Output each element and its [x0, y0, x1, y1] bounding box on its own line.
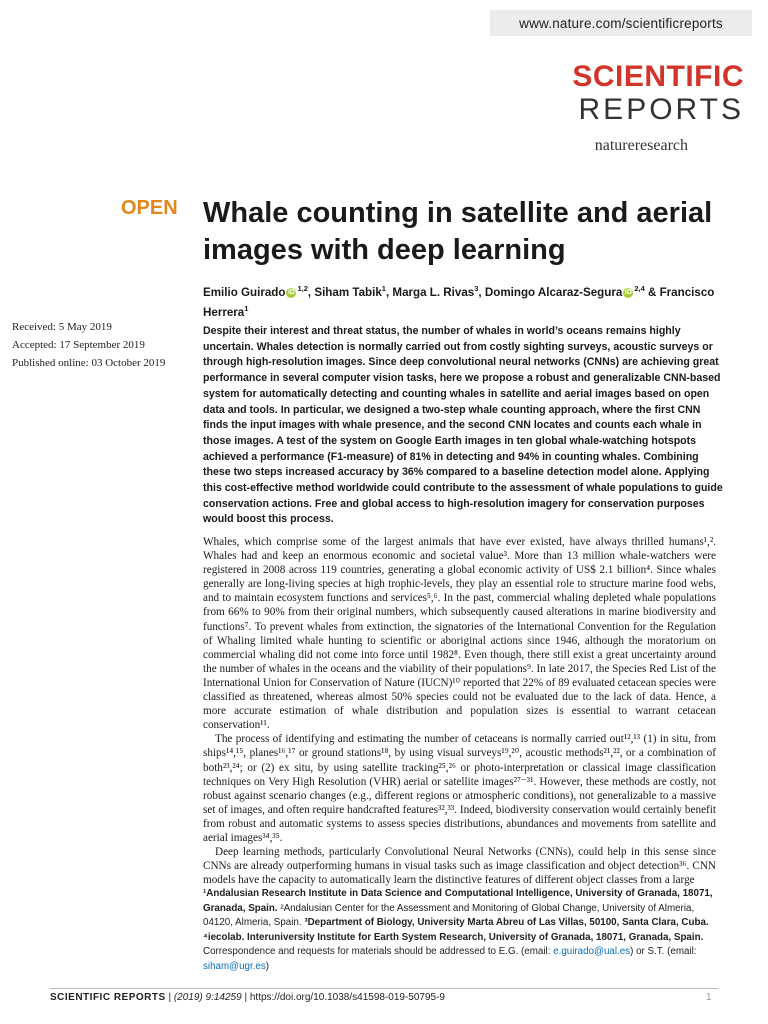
author-affiliation-ref: 1,2 [297, 284, 308, 293]
affiliation-1: ¹Andalusian Research Institute in Data Science and Computational Intelligence, University of Granada, 18071, Granada, Spain. [203, 888, 713, 914]
email-link-guirado[interactable]: e.guirado@ual.es [553, 946, 631, 958]
journal-url-bar [490, 10, 752, 36]
orcid-icon[interactable]: iD [624, 288, 632, 296]
open-access-label: OPEN [121, 197, 178, 219]
author-name: Siham Tabik [314, 285, 382, 299]
author-separator: & [644, 285, 660, 299]
page-footer [50, 992, 445, 1003]
journal-url[interactable]: www.nature.com/scientificreports [519, 15, 723, 31]
article-dates [12, 318, 192, 372]
footer-separator: | [165, 992, 174, 1003]
correspondence-text: Correspondence and requests for materials should be addressed to E.G. (email: [203, 946, 554, 958]
author-affiliation-ref: 3 [474, 284, 479, 293]
footer-citation: (2019) 9:14259 [173, 992, 242, 1003]
publisher-logo-nature: nature [594, 137, 635, 154]
footer-doi-link[interactable]: https://doi.org/10.1038/s41598-019-50795-9 [249, 992, 445, 1003]
author-separator: , [307, 285, 315, 299]
author-name: Emilio Guirado [203, 285, 286, 299]
author-name: Marga L. Rivas [392, 285, 475, 299]
body-paragraph: Deep learning methods, particularly Convolutional Neural Networks (CNNs), could help in this sense since CNNs are already outperforming humans in visual tasks such as image classification and object detection³⁶. CNN models have the capacity to automatically learn the distinctive features of different object classes from a large [203, 846, 716, 887]
date-received: Received: 5 May 2019 [12, 321, 112, 333]
body-paragraph: Whales, which comprise some of the largest animals that have ever existed, have always thrilled humans¹,². Whales had and keep an enormous economic and societal value³. More than 13 million whale-watchers were registered in 2008 across 119 countries, generating a global economic activity of US$ 2.1 billion⁴. Since whales generally are long-living species at high trophic-levels, they play an essential role to structure marine food webs, and to maintain ecosystem functions and services⁵,⁶. In the past, commercial whaling depleted whale populations from 66% to 90% from their original numbers, which subsequently caused alterations in marine biodiversity and functions⁷. To prevent whales from extinction, the signatories of the International Convention for the Regulation of Whaling limited whale hunting to scientific or aboriginal actions since 1946, although the moratorium on commercial whaling did not come into force until 1982⁸. Even though, there still exist a great uncertainty around the number of whales in the oceans and the viability of their populations⁹. In late 2017, the Species Red List of the International Union for Conservation of Nature (IUCN)¹⁰ reported that 22% of 89 evaluated cetacean species were classified as threatened, whereas almost 50% species could not be evaluated due to the lack of data. Hence, a more accurate estimation of whale distribution and population sizes is essential to warrant cetacean conservation¹¹. [203, 536, 716, 732]
publisher-logo [595, 137, 688, 155]
abstract: Despite their interest and threat status, the number of whales in world’s oceans remains highly uncertain. Whales detection is normally carried out from costly sighting surveys, acoustic surveys or through high-resolution images. Since deep convolutional neural networks (CNNs) are achieving great performance in several computer vision tasks, here we propose a robust and generalizable CNN-based system for automatically detecting and counting whales in satellite and aerial images based on open data and tools. In particular, we designed a two-step whale counting approach, where the first CNN finds the input images with whale presence, and the second CNN locates and counts each whale in those images. A test of the system on Google Earth images in ten global whale-watching hotspots achieved a performance (F1-measure) of 81% in detecting and 94% in counting whales. Combining these two steps increased accuracy by 36% compared to a baseline detection model alone. Applying this cost-effective method worldwide could contribute to the assessment of whale populations to guide conservation actions. Free and global access to high-resolution imagery for conservation purposes would boost this process. [203, 325, 723, 526]
author-list [203, 281, 723, 321]
author-separator: , [478, 285, 485, 299]
page-number: 1 [706, 992, 712, 1003]
affiliations [203, 887, 723, 975]
body-text [203, 535, 716, 887]
correspondence-text: ) [265, 960, 270, 972]
affiliation-3: ³Department of Biology, University Marta Abreu of Las Villas, 50100, Santa Clara, Cuba. [304, 917, 709, 929]
footer-journal-name: SCIENTIFIC REPORTS [50, 992, 166, 1003]
body-paragraph: The process of identifying and estimating the number of cetaceans is normally carried out¹²,¹³ (1) in situ, from ships¹⁴,¹⁵, planes¹⁶,¹⁷ or ground stations¹⁸, by using visual surveys¹⁹,²⁰, acoustic methods²¹,²², or a combination of both²³,²⁴; or (2) ex situ, by using satellite tracking²⁵,²⁶ or photo-interpretation or classical image classification techniques on Very High Resolution (VHR) aerial or satellite images²⁷⁻³¹. However, these methods are costly, not robust against scenario changes (e.g., different regions or atmospheric conditions), not generalizable to a massive set of images, and often require handcrafted features³²,³³. Indeed, biodiversity conservation would certainly benefit from robust and automatic systems to assess species distributions, abundances and movements from satellite and aerial images³⁴,³⁵. [203, 733, 716, 844]
orcid-icon[interactable]: iD [287, 288, 295, 296]
author-separator: , [385, 285, 393, 299]
author-name: Francisco Herrera [203, 285, 715, 319]
article-title: Whale counting in satellite and aerial images with deep learning [203, 197, 713, 266]
email-link-tabik[interactable]: siham@ugr.es [203, 960, 266, 972]
affiliation-2: ²Andalusian Center for the Assessment and Monitoring of Global Change, University of Almeria, 04120, Almeria, Spain. [203, 902, 695, 929]
correspondence-text: ) or S.T. (email: [630, 946, 697, 958]
footer-separator: | [241, 992, 250, 1003]
author-name: Domingo Alcaraz-Segura [484, 285, 623, 299]
affiliation-4: ⁴iecolab. Interuniversity Institute for Earth System Research, University of Granada, 18071, Granada, Spain. [203, 931, 704, 943]
journal-logo-reports: REPORTS [578, 93, 744, 126]
author-affiliation-ref: 1 [244, 303, 249, 313]
date-accepted: Accepted: 17 September 2019 [12, 339, 145, 351]
journal-logo-scientific: SCIENTIFIC [572, 60, 744, 93]
date-published: Published online: 03 October 2019 [12, 357, 166, 369]
publisher-logo-research: research [634, 137, 688, 154]
author-affiliation-ref: 2,4 [634, 284, 645, 293]
footer-divider [50, 988, 718, 989]
author-affiliation-ref: 1 [381, 284, 386, 293]
